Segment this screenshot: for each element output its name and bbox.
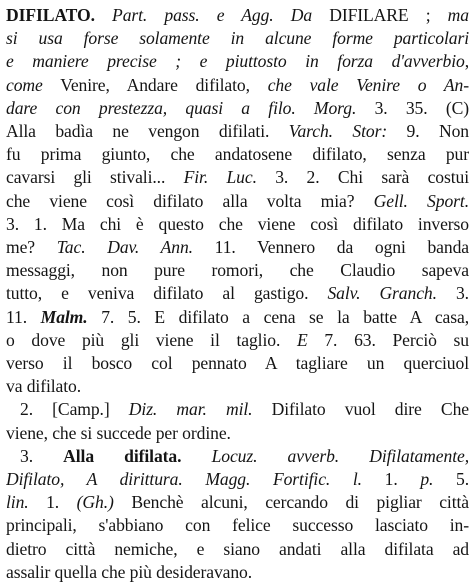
text-segment: Difilato vuol dire Che bbox=[252, 399, 469, 420]
text-segment: DIFILARE bbox=[312, 5, 409, 25]
text-segment: 3. bbox=[436, 283, 469, 304]
text-line bbox=[6, 468, 469, 491]
text-segment: fu prima giunto, che andatosene difilato, senza pur bbox=[6, 144, 469, 165]
text-segment: 7. 5. E difilato a cena se la batte A casa, bbox=[87, 306, 469, 327]
text-line bbox=[6, 166, 469, 189]
text-segment: Locuz. avverb. Difilatamente, bbox=[211, 445, 469, 466]
text-line bbox=[6, 352, 469, 375]
text-segment: 11. Vennero da ogni banda bbox=[192, 237, 469, 258]
text-segment: va difilato. bbox=[6, 376, 82, 397]
text-line bbox=[6, 213, 469, 236]
dictionary-entry bbox=[6, 4, 469, 584]
text-segment: assalir quella che più desideravano. bbox=[6, 561, 253, 582]
text-line bbox=[6, 97, 469, 120]
text-segment: Alla badìa ne vengon difilati. bbox=[6, 121, 289, 142]
text-line bbox=[6, 50, 469, 73]
text-line bbox=[6, 306, 469, 329]
text-segment: ma bbox=[447, 5, 469, 25]
text-line bbox=[6, 375, 469, 398]
text-segment: principali, s'abbiano con felice successo lasciato in- bbox=[6, 515, 469, 536]
text-line bbox=[6, 422, 469, 445]
text-segment: 3. 2. Chi sarà costui bbox=[256, 167, 469, 188]
text-segment: Varch. Stor: bbox=[288, 121, 388, 142]
text-segment: 2. [Camp.] bbox=[20, 399, 129, 420]
text-segment: messaggi, non pure romori, che Claudio sapeva bbox=[6, 260, 469, 281]
text-segment: 1. bbox=[28, 492, 77, 513]
text-line bbox=[6, 120, 469, 143]
text-segment: Malm. bbox=[40, 306, 88, 327]
text-segment: Benchè alcuni, cercando di pigliar città bbox=[113, 492, 469, 513]
text-segment: tutto, e veniva difilato al gastigo. bbox=[6, 283, 328, 304]
headword: DIFILATO. bbox=[6, 5, 95, 25]
text-segment: , bbox=[464, 51, 469, 72]
text-segment: o dove più gli viene il taglio. bbox=[6, 329, 297, 350]
text-line bbox=[6, 190, 469, 213]
text-segment: 9. Non bbox=[387, 121, 469, 142]
text-segment: che viene così difilato alla volta mia? bbox=[6, 190, 374, 211]
text-segment: ; bbox=[408, 5, 448, 25]
text-segment: come bbox=[6, 74, 43, 95]
text-segment: Part. pass. e Agg. Da bbox=[112, 5, 313, 25]
text-line bbox=[6, 143, 469, 166]
text-segment: 7. 63. Perciò su bbox=[307, 329, 469, 350]
text-line bbox=[6, 259, 469, 282]
text-line bbox=[6, 4, 469, 27]
text-line bbox=[6, 236, 469, 259]
text-segment: dietro città nemiche, e siano andati alla difilata ad bbox=[6, 538, 469, 559]
text-line bbox=[6, 74, 469, 97]
text-segment: Diz. mar. mil. bbox=[128, 399, 253, 420]
text-segment: 1. bbox=[361, 469, 421, 490]
text-segment: che vale Venire o An- bbox=[267, 74, 469, 95]
text-segment: Venire, Andare difilato, bbox=[42, 74, 268, 95]
text-segment: (Gh.) bbox=[76, 492, 114, 513]
text-segment: 11. bbox=[6, 306, 41, 327]
text-segment: Gell. Sport. bbox=[373, 190, 469, 211]
text-segment: Fir. Luc. bbox=[183, 167, 257, 188]
text-line bbox=[6, 561, 469, 584]
text-segment: Difilato, A dirittura. Magg. Fortific. l. bbox=[6, 469, 362, 490]
text-segment: 3. 35. (C) bbox=[356, 97, 469, 118]
text-segment: me? bbox=[6, 237, 57, 258]
text-segment bbox=[95, 5, 112, 25]
text-segment: 3. bbox=[20, 445, 64, 466]
text-line bbox=[6, 398, 469, 421]
text-line bbox=[6, 538, 469, 561]
text-line bbox=[6, 27, 469, 50]
text-segment: Tac. Dav. Ann. bbox=[56, 237, 193, 258]
text-segment: 3. 1. Ma chi è questo che viene così difilato inverso bbox=[6, 213, 469, 234]
text-segment: 5. bbox=[433, 469, 469, 490]
text-line bbox=[6, 514, 469, 537]
text-segment: cavarsi gli stivali... bbox=[6, 167, 184, 188]
text-segment: dare con prestezza, quasi a filo. Morg. bbox=[6, 97, 357, 118]
text-segment: verso il bosco col pennato A tagliare un querciuol bbox=[6, 353, 469, 374]
text-line bbox=[6, 491, 469, 514]
text-segment: p. bbox=[420, 469, 434, 490]
text-segment: Alla difilata. bbox=[63, 445, 182, 466]
text-line bbox=[6, 445, 469, 468]
text-segment bbox=[181, 446, 211, 466]
text-segment: viene, che si succede per ordine. bbox=[6, 422, 231, 443]
text-segment: Salv. Granch. bbox=[327, 283, 437, 304]
text-line bbox=[6, 282, 469, 305]
text-segment: si usa forse solamente in alcune forme particolari bbox=[6, 28, 469, 49]
text-segment: E bbox=[296, 329, 308, 350]
text-line bbox=[6, 329, 469, 352]
text-segment: lin. bbox=[6, 492, 29, 513]
text-segment: e maniere precise ; e piuttosto in forza d'avverbio bbox=[6, 51, 465, 72]
